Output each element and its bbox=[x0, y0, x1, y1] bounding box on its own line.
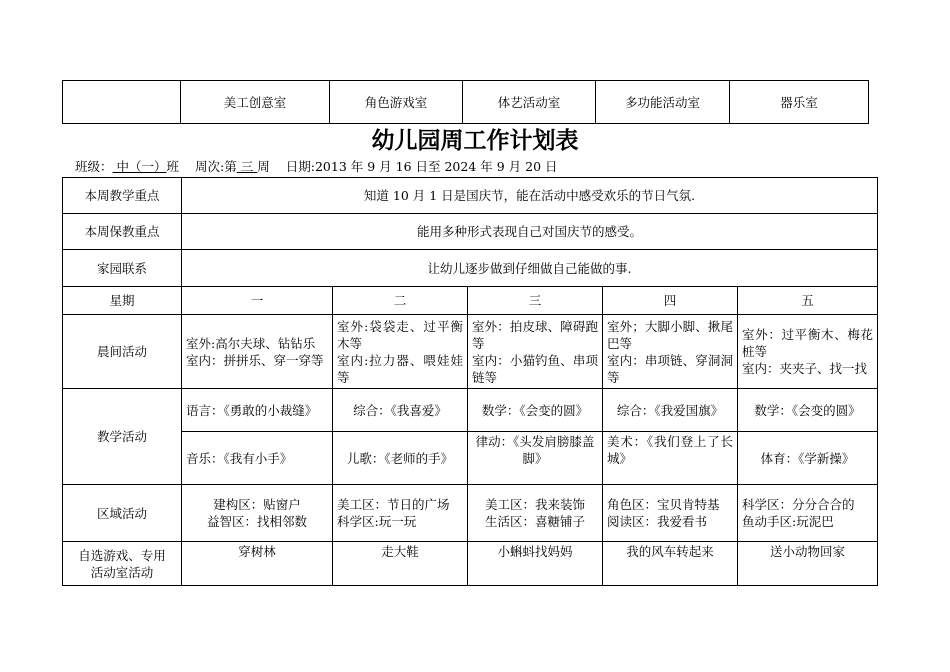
table-row bbox=[63, 250, 878, 287]
room-blank-cell bbox=[63, 81, 181, 124]
weekday-header: 三 bbox=[468, 287, 603, 315]
teaching-activity-cell: 美术：《我们登上了长城》 bbox=[603, 432, 738, 485]
teaching-activity-cell: 综合：《我爱国旗》 bbox=[603, 389, 738, 432]
teaching-activity-cell: 语言：《勇敢的小裁缝》 bbox=[182, 389, 333, 432]
page-title: 幼儿园周工作计划表 bbox=[371, 128, 579, 154]
weekday-header: 一 bbox=[182, 287, 333, 315]
teaching-activity-cell: 音乐：《我有小手》 bbox=[182, 432, 333, 485]
teaching-activity-cell: 体育：《学新操》 bbox=[738, 432, 878, 485]
teaching-activity-cell: 综合：《我喜爱》 bbox=[333, 389, 468, 432]
teaching-activity-label: 教学活动 bbox=[63, 389, 182, 485]
morning-activity-cell: 室外：过平衡木、梅花桩等 室内：夹夹子、找一找 bbox=[738, 315, 878, 389]
area-activity-label: 区域活动 bbox=[63, 485, 182, 542]
date-range: 日期:2013 年 9 月 16 日至 2024 年 9 月 20 日 bbox=[285, 159, 558, 174]
free-activity-cell: 穿树林 bbox=[182, 542, 333, 586]
area-activity-cell: 建构区：贴窗户 益智区：找相邻数 bbox=[182, 485, 333, 542]
free-activity-cell: 走大鞋 bbox=[333, 542, 468, 586]
teaching-focus-label: 本周教学重点 bbox=[63, 178, 182, 214]
table-row bbox=[63, 178, 878, 214]
class-value: 中（一） bbox=[116, 159, 167, 174]
area-activity-cell: 科学区：分分合合的 鱼动手区:玩泥巴 bbox=[738, 485, 878, 542]
free-activity-label: 自选游戏、专用 活动室活动 bbox=[63, 542, 182, 586]
area-activity-row bbox=[63, 485, 878, 542]
morning-activity-cell: 室外:袋袋走、过平衡木等 室内:拉力器、喂娃娃等 bbox=[333, 315, 468, 389]
room-cell: 体艺活动室 bbox=[463, 81, 596, 124]
teaching-activity-cell: 律动：《头发肩膀膝盖脚》 bbox=[468, 432, 603, 485]
room-strip-table bbox=[62, 80, 869, 124]
class-label: 班级： bbox=[75, 159, 113, 174]
free-activity-cell: 小蝌蚪找妈妈 bbox=[468, 542, 603, 586]
area-activity-cell: 角色区：宝贝肯特基 阅读区：我爱看书 bbox=[603, 485, 738, 542]
teaching-activity-row bbox=[63, 389, 878, 432]
teaching-activity-row bbox=[63, 432, 878, 485]
weekday-header: 四 bbox=[603, 287, 738, 315]
morning-activity-label: 晨间活动 bbox=[63, 315, 182, 389]
teaching-activity-cell: 数学：《会变的圆》 bbox=[468, 389, 603, 432]
care-focus-text: 能用多种形式表现自己对国庆节的感受。 bbox=[182, 214, 878, 250]
morning-activity-cell: 室外:高尔夫球、钻钻乐 室内：拼拼乐、穿一穿等 bbox=[182, 315, 333, 389]
morning-activity-cell: 室外；大脚小脚、揪尾巴等 室内：串项链、穿洞洞等 bbox=[603, 315, 738, 389]
free-activity-cell: 我的风车转起来 bbox=[603, 542, 738, 586]
week-value: 三 bbox=[240, 159, 254, 174]
morning-activity-row bbox=[63, 315, 878, 389]
care-focus-label: 本周保教重点 bbox=[63, 214, 182, 250]
home-contact-text: 让幼儿逐步做到仔细做自己能做的事. bbox=[182, 250, 878, 287]
weekday-header-row bbox=[63, 287, 878, 315]
room-cell: 角色游戏室 bbox=[330, 81, 463, 124]
morning-activity-cell: 室外：拍皮球、障碍跑等 室内：小猫钓鱼、串项链等 bbox=[468, 315, 603, 389]
free-activity-cell: 送小动物回家 bbox=[738, 542, 878, 586]
free-activity-row bbox=[63, 542, 878, 586]
week-suffix: 周 bbox=[257, 159, 270, 174]
home-contact-label: 家园联系 bbox=[63, 250, 182, 287]
area-activity-cell: 美工区：我来装饰 生活区：喜糖铺子 bbox=[468, 485, 603, 542]
weekday-header: 二 bbox=[333, 287, 468, 315]
weekly-plan-table bbox=[62, 177, 878, 586]
class-suffix: 班 bbox=[166, 159, 180, 174]
teaching-activity-cell: 儿歌：《老师的手》 bbox=[333, 432, 468, 485]
weekday-label: 星期 bbox=[63, 287, 182, 315]
teaching-focus-text: 知道 10 月 1 日是国庆节，能在活动中感受欢乐的节日气氛. bbox=[182, 178, 878, 214]
week-label: 周次:第 bbox=[195, 159, 237, 174]
weekday-header: 五 bbox=[738, 287, 878, 315]
room-cell: 多功能活动室 bbox=[596, 81, 730, 124]
room-cell: 美工创意室 bbox=[181, 81, 330, 124]
teaching-activity-cell: 数学：《会变的圆》 bbox=[738, 389, 878, 432]
room-cell: 器乐室 bbox=[730, 81, 869, 124]
area-activity-cell: 美工区：节日的广场 科学区:玩一玩 bbox=[333, 485, 468, 542]
plan-info-line bbox=[75, 158, 558, 176]
table-row bbox=[63, 214, 878, 250]
